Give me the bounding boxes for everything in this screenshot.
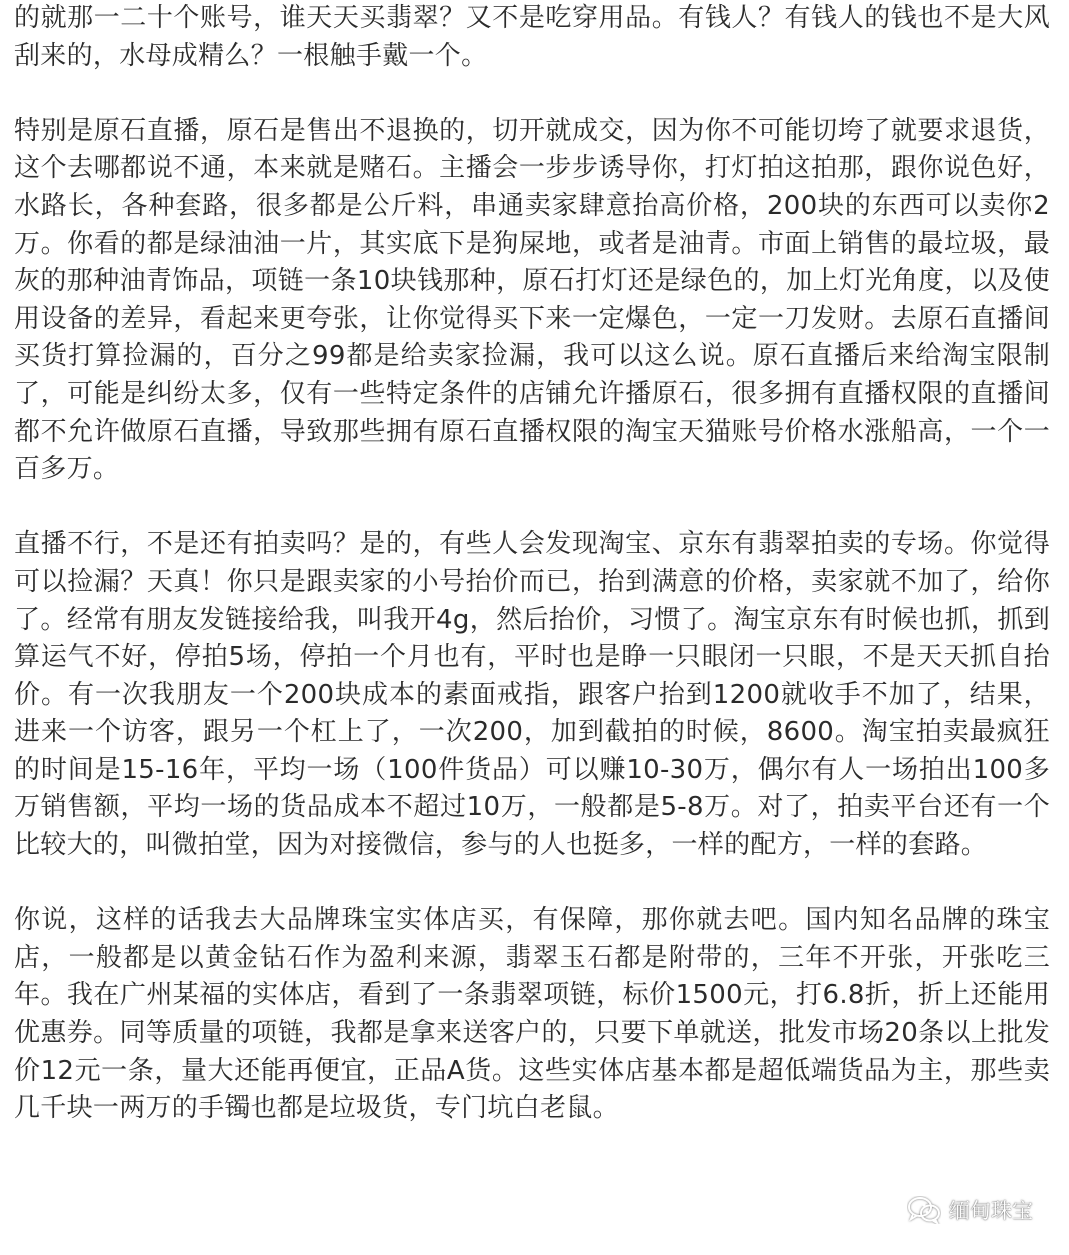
paragraph-2: 特别是原石直播，原石是售出不退换的，切开就成交，因为你不可能切垮了就要求退货，这个去哪都说不通，本来就是赌石。主播会一步步诱导你，打灯拍这拍那，跟你说色好，水路长，各种套路，很多都是公斤料，串通卖家肆意抬高价格，200块的东西可以卖你2万。你看的都是绿油油一片，其实底下是狗屎地，或者是油青。市面上销售的最垃圾，最灰的那种油青饰品，项链一条10块钱那种，原石打灯还是绿色的，加上灯光角度，以及使用设备的差异，看起来更夸张，让你觉得买下来一定爆色，一定一刀发财。去原石直播间买货打算捡漏的，百分之99都是给卖家捡漏，我可以这么说。原石直播后来给淘宝限制了，可能是纠纷太多，仅有一些特定条件的店铺允许播原石，很多拥有直播权限的直播间都不允许做原石直播，导致那些拥有原石直播权限的淘宝天猫账号价格水涨船高，一个一百多万。 (14, 115, 1050, 485)
account-watermark (907, 1195, 1033, 1225)
paragraph-1: 的就那一二十个账号，谁天天买翡翠？又不是吃穿用品。有钱人？有钱人的钱也不是大风刮来的，水母成精么？一根触手戴一个。 (14, 3, 1050, 71)
article-body (14, 0, 1050, 1128)
watermark-text: 缅甸珠宝 (949, 1199, 1033, 1223)
wechat-icon (907, 1196, 941, 1224)
paragraph-3: 直播不行，不是还有拍卖吗？是的，有些人会发现淘宝、京东有翡翠拍卖的专场。你觉得可以捡漏？天真！你只是跟卖家的小号抬价而已，抬到满意的价格，卖家就不加了，给你了。经常有朋友发链接给我，叫我开4g，然后抬价，习惯了。淘宝京东有时候也抓，抓到算运气不好，停拍5场，停拍一个月也有，平时也是睁一只眼闭一只眼，不是天天抓自抬价。有一次我朋友一个200块成本的素面戒指，跟客户抬到1200就收手不加了，结果，进来一个访客，跟另一个杠上了，一次200，加到截拍的时候，8600。淘宝拍卖最疯狂的时间是15-16年，平均一场（100件货品）可以赚10-30万，偶尔有人一场拍出100多万销售额，平均一场的货品成本不超过10万，一般都是5-8万。对了，拍卖平台还有一个比较大的，叫微拍堂，因为对接微信，参与的人也挺多，一样的配方，一样的套路。 (14, 529, 1050, 861)
paragraph-4: 你说，这样的话我去大品牌珠宝实体店买，有保障，那你就去吧。国内知名品牌的珠宝店，一般都是以黄金钻石作为盈利来源，翡翠玉石都是附带的，三年不开张，开张吃三年。我在广州某福的实体店，看到了一条翡翠项链，标价1500元，打6.8折，折上还能用优惠券。同等质量的项链，我都是拿来送客户的，只要下单就送，批发市场20条以上批发价12元一条，量大还能再便宜，正品A货。这些实体店基本都是超低端货品为主，那些卖几千块一两万的手镯也都是垃圾货，专门坑白老鼠。 (14, 905, 1050, 1124)
